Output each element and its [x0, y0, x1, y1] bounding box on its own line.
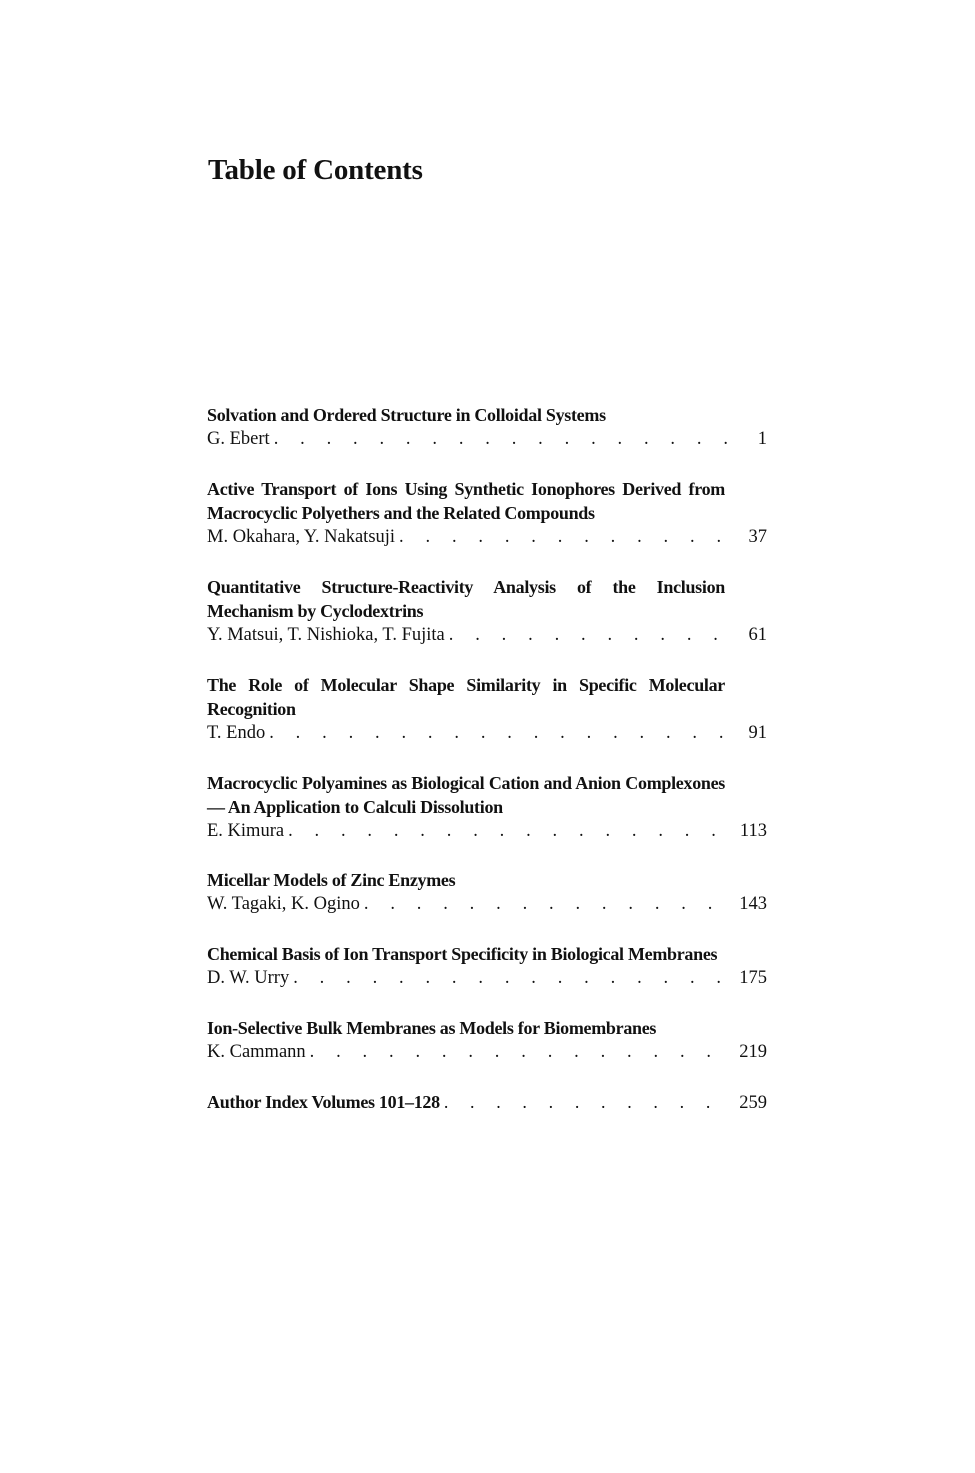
entry-page-number: 91	[748, 723, 767, 743]
entry-author-line	[207, 721, 767, 746]
entry-author-line	[207, 623, 767, 648]
entry-page-number: 219	[739, 1042, 767, 1062]
table-of-contents	[207, 403, 767, 1115]
entry-title: Macrocyclic Polyamines as Biological Cation and Anion Complexones — An Application to Calculi Dissolution	[207, 773, 725, 817]
toc-entry[interactable]	[207, 477, 767, 550]
entry-title: Solvation and Ordered Structure in Colloidal Systems	[207, 405, 606, 425]
entry-author-line	[207, 525, 767, 550]
entry-page-number: 113	[739, 821, 767, 841]
dot-leader	[265, 721, 727, 746]
entry-author-line	[207, 427, 767, 452]
entry-title: Quantitative Structure-Reactivity Analysis of the Inclusion Mechanism by Cyclodextrins	[207, 577, 725, 621]
entry-author-line	[207, 966, 767, 991]
entry-page-number: 61	[748, 625, 767, 645]
dot-leader	[395, 525, 727, 550]
entry-author-line	[207, 892, 767, 917]
entry-title: Active Transport of Ions Using Synthetic Ionophores Derived from Macrocyclic Polyethers and the Related Compounds	[207, 479, 725, 523]
toc-entry[interactable]	[207, 403, 767, 452]
dot-leader	[270, 427, 727, 452]
entry-authors: G. Ebert	[207, 429, 270, 449]
entry-authors: M. Okahara, Y. Nakatsuji	[207, 527, 396, 547]
entry-authors: W. Tagaki, K. Ogino	[207, 894, 360, 914]
entry-page-number: 1	[757, 429, 767, 449]
entry-author-line	[207, 819, 767, 844]
dot-leader	[306, 1040, 727, 1065]
entry-page-number: 37	[748, 527, 767, 547]
toc-entry[interactable]	[207, 868, 767, 917]
entry-title: Chemical Basis of Ion Transport Specificity in Biological Membranes	[207, 944, 718, 964]
dot-leader	[360, 892, 727, 917]
entry-title: The Role of Molecular Shape Similarity in Specific Molecular Recognition	[207, 675, 725, 719]
entry-author-index-line	[207, 1090, 767, 1115]
entry-title: Micellar Models of Zinc Enzymes	[207, 870, 456, 890]
entry-authors: D. W. Urry	[207, 968, 290, 988]
entry-page-number: 143	[739, 894, 767, 914]
entry-page-number: 259	[739, 1093, 767, 1113]
toc-entry-author-index[interactable]	[207, 1090, 767, 1115]
entry-authors: Y. Matsui, T. Nishioka, T. Fujita	[207, 625, 445, 645]
toc-entry[interactable]	[207, 1016, 767, 1065]
entry-authors: K. Cammann	[207, 1042, 306, 1062]
author-index-title: Author Index Volumes 101–128	[207, 1092, 440, 1112]
entry-author-line	[207, 1040, 767, 1065]
dot-leader	[440, 1090, 727, 1115]
toc-entry[interactable]	[207, 942, 767, 991]
entry-authors: E. Kimura	[207, 821, 285, 841]
entry-title: Ion-Selective Bulk Membranes as Models for Biomembranes	[207, 1018, 657, 1038]
entry-authors: T. Endo	[207, 723, 266, 743]
dot-leader	[284, 819, 727, 844]
dot-leader	[289, 966, 727, 991]
dot-leader	[445, 623, 727, 648]
toc-entry[interactable]	[207, 575, 767, 648]
entry-page-number: 175	[739, 968, 767, 988]
page-title: Table of Contents	[208, 154, 423, 186]
toc-entry[interactable]	[207, 771, 767, 844]
toc-entry[interactable]	[207, 673, 767, 746]
